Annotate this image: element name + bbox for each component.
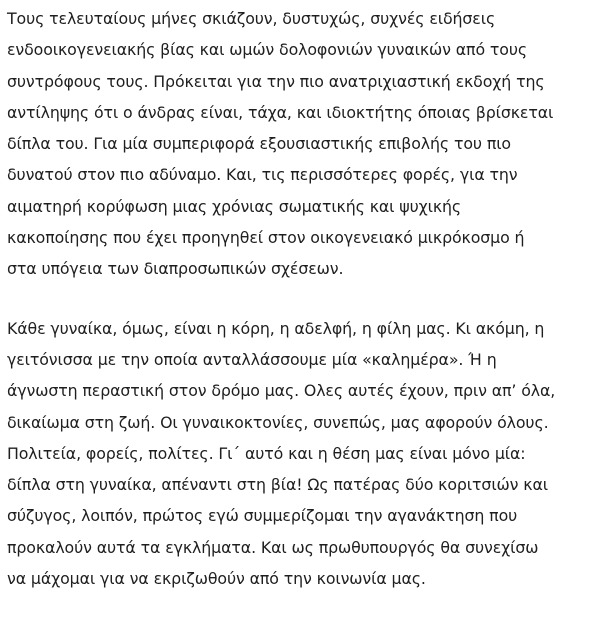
text-line: δίπλα στη γυναίκα, απέναντι στη βία! Ως πατέρας δύο κοριτσιών και (7, 475, 548, 495)
text-line: γειτόνισσα με την οποία ανταλλάσσουμε μία «καλημέρα». Ή η (7, 349, 497, 369)
text-line: σύζυγος, λοιπόν, πρώτος εγώ συμμερίζομαι την αγανάκτηση που (7, 506, 518, 526)
text-line: στα υπόγεια των διαπροσωπικών σχέσεων. (7, 259, 344, 279)
paragraph-spacer (7, 285, 585, 313)
text-line: Κάθε γυναίκα, όμως, είναι η κόρη, η αδελφή, η φίλη μας. Κι ακόμη, η (7, 318, 545, 338)
text-line: άγνωστη περαστική στον δρόμο μας. Ολες αυτές έχουν, πριν απ’ όλα, (7, 381, 556, 401)
text-line: Τους τελευταίους μήνες σκιάζουν, δυστυχώς, συχνές ειδήσεις (7, 9, 496, 28)
text-line: προκαλούν αυτά τα εγκλήματα. Και ως πρωθυπουργός θα συνεχίσω (7, 537, 539, 557)
text-line: Πολιτεία, φορείς, πολίτες. Γι΄ αυτό και η θέση μας είναι μόνο μία: (7, 443, 526, 463)
text-line: ενδοοικογενειακής βίας και ωμών δολοφονιών γυναικών από τους (7, 40, 527, 60)
text-line: δικαίωμα στη ζωή. Οι γυναικοκτονίες, συνεπώς, μας αφορούν όλους. (7, 412, 549, 432)
text-line: συντρόφους τους. Πρόκειται για την πιο ανατριχιαστική εκδοχή της (7, 71, 545, 91)
text-line: να μάχομαι για να εκριζωθούν από την κοινωνία μας. (7, 569, 426, 589)
text-line: αιματηρή κορύφωση μιας χρόνιας σωματικής και ψυχικής (7, 196, 462, 216)
paragraph-2 (7, 313, 585, 595)
text-line: δίπλα του. Για μία συμπεριφορά εξουσιαστικής επιβολής του πιο (7, 134, 511, 154)
text-line: κακοποίησης που έχει προηγηθεί στον οικογενειακό μικρόκοσμο ή (7, 228, 525, 248)
paragraph-1 (7, 3, 585, 285)
text-line: αντίληψης ότι ο άνδρας είναι, τάχα, και ιδιοκτήτης όποιας βρίσκεται (7, 102, 554, 122)
text-line: δυνατού στον πιο αδύναμο. Και, τις περισσότερες φορές, για την (7, 165, 518, 185)
